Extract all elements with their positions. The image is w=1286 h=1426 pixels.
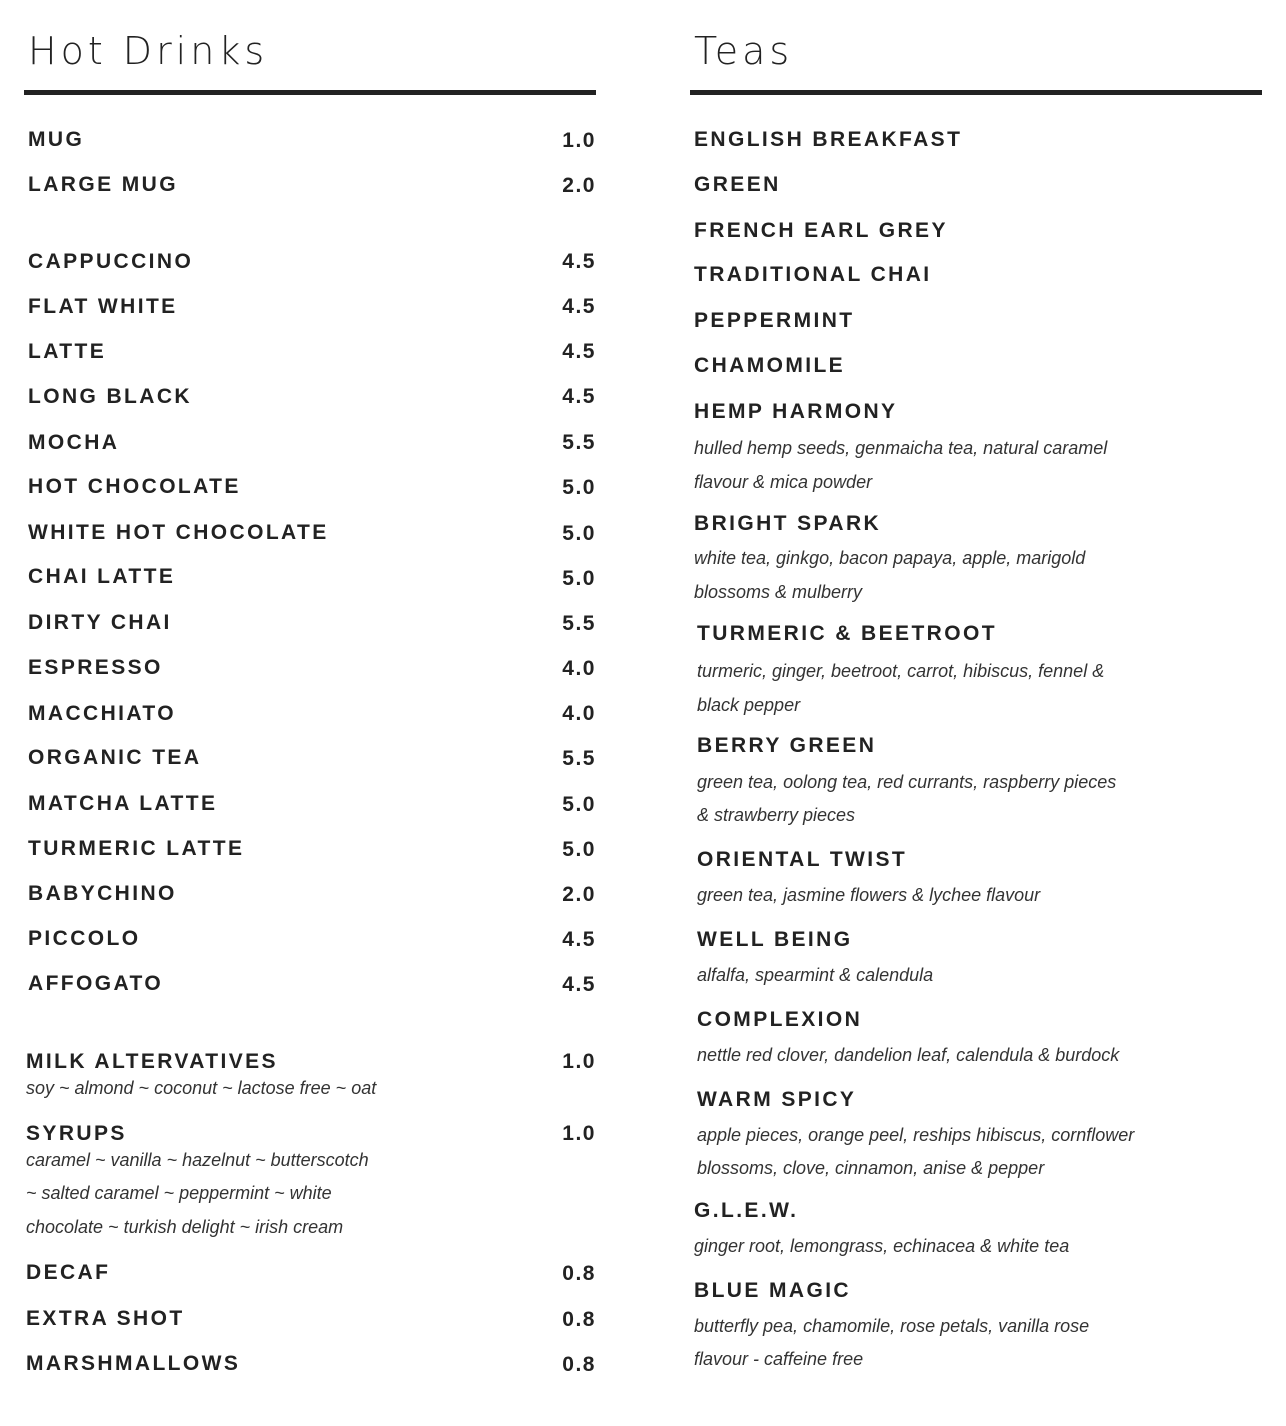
extra-item-price: 0.8 (562, 1353, 596, 1376)
menu-item-price: 5.0 (562, 567, 596, 590)
tea-item-description: black pepper (697, 695, 801, 715)
tea-item-name: BRIGHT SPARK (694, 512, 882, 535)
menu-item-name: BABYCHINO (28, 882, 177, 905)
menu-item-name: MUG (28, 128, 85, 151)
tea-item-description: nettle red clover, dandelion leaf, calendula & burdock (697, 1045, 1120, 1065)
tea-item-description: turmeric, ginger, beetroot, carrot, hibiscus, fennel & (697, 661, 1105, 681)
menu-item-name: LONG BLACK (28, 385, 192, 408)
tea-item-name: BLUE MAGIC (694, 1279, 851, 1302)
menu-item-name: CHAI LATTE (28, 565, 176, 588)
tea-item-description: alfalfa, spearmint & calendula (697, 965, 934, 985)
menu-item-name: LARGE MUG (28, 173, 178, 196)
tea-item-name: COMPLEXION (697, 1008, 863, 1031)
extra-item-description: caramel ~ vanilla ~ hazelnut ~ butterscotch (26, 1150, 369, 1170)
tea-item-name: BERRY GREEN (697, 734, 877, 757)
extra-item-price: 1.0 (562, 1050, 596, 1073)
menu-item-price: 5.0 (562, 476, 596, 499)
menu-item-name: TURMERIC LATTE (28, 837, 245, 860)
menu-item-name: PICCOLO (28, 927, 141, 950)
menu-item-name: AFFOGATO (28, 972, 164, 995)
menu-item-name: MACCHIATO (28, 702, 176, 725)
menu-item-name: LATTE (28, 340, 107, 363)
menu-item-price: 4.0 (562, 657, 596, 680)
tea-item-description: flavour & mica powder (694, 472, 873, 492)
tea-item-description: butterfly pea, chamomile, rose petals, vanilla rose (694, 1316, 1090, 1336)
extra-item-name: DECAF (26, 1261, 111, 1284)
tea-item-name: G.L.E.W. (694, 1199, 799, 1222)
tea-item-description: green tea, oolong tea, red currants, raspberry pieces (697, 772, 1117, 792)
tea-item-name: TURMERIC & BEETROOT (697, 622, 997, 645)
menu-item-name: HOT CHOCOLATE (28, 475, 241, 498)
extra-item-description: soy ~ almond ~ coconut ~ lactose free ~ oat (26, 1078, 377, 1098)
menu-item-price: 5.0 (562, 793, 596, 816)
extra-item-name: MARSHMALLOWS (26, 1352, 241, 1375)
menu-item-name: DIRTY CHAI (28, 611, 172, 634)
extra-item-price: 0.8 (562, 1308, 596, 1331)
tea-item-description: hulled hemp seeds, genmaicha tea, natural caramel (694, 438, 1108, 458)
tea-item-name: HEMP HARMONY (694, 400, 898, 423)
menu-item-price: 4.5 (562, 973, 596, 996)
hot-drinks-heading: Hot Drinks (28, 29, 269, 73)
tea-item-name: ORIENTAL TWIST (697, 848, 908, 871)
tea-item-name: FRENCH EARL GREY (694, 219, 948, 242)
menu-item-price: 5.5 (562, 431, 596, 454)
menu-item-price: 2.0 (562, 883, 596, 906)
menu-item-name: MOCHA (28, 431, 120, 454)
menu-item-price: 4.5 (562, 295, 596, 318)
tea-item-description: & strawberry pieces (697, 805, 856, 825)
tea-item-description: flavour - caffeine free (694, 1349, 864, 1369)
menu-item-name: WHITE HOT CHOCOLATE (28, 521, 329, 544)
extra-item-price: 1.0 (562, 1122, 596, 1145)
tea-item-name: PEPPERMINT (694, 309, 855, 332)
extra-item-name: EXTRA SHOT (26, 1307, 185, 1330)
menu-item-price: 5.5 (562, 612, 596, 635)
tea-item-name: WARM SPICY (697, 1088, 857, 1111)
teas-divider (690, 90, 1262, 95)
tea-item-name: CHAMOMILE (694, 354, 846, 377)
tea-item-description: apple pieces, orange peel, reships hibiscus, cornflower (697, 1125, 1135, 1145)
menu-item-name: CAPPUCCINO (28, 250, 194, 273)
menu-item-name: MATCHA LATTE (28, 792, 218, 815)
extra-item-name: SYRUPS (26, 1122, 127, 1145)
menu-item-price: 4.5 (562, 340, 596, 363)
menu-item-name: FLAT WHITE (28, 295, 178, 318)
tea-item-description: white tea, ginkgo, bacon papaya, apple, marigold (694, 548, 1086, 568)
menu-item-price: 4.5 (562, 250, 596, 273)
menu-item-price: 2.0 (562, 174, 596, 197)
tea-item-name: TRADITIONAL CHAI (694, 263, 932, 286)
menu-item-name: ESPRESSO (28, 656, 163, 679)
extra-item-description: ~ salted caramel ~ peppermint ~ white (26, 1183, 332, 1203)
tea-item-description: green tea, jasmine flowers & lychee flavour (697, 885, 1041, 905)
hot-drinks-divider (24, 90, 596, 95)
extra-item-description: chocolate ~ turkish delight ~ irish cream (26, 1217, 344, 1237)
tea-item-name: ENGLISH BREAKFAST (694, 128, 963, 151)
tea-item-name: WELL BEING (697, 928, 853, 951)
menu-item-name: ORGANIC TEA (28, 746, 202, 769)
tea-item-description: blossoms, clove, cinnamon, anise & pepper (697, 1158, 1045, 1178)
menu-item-price: 5.0 (562, 838, 596, 861)
teas-heading: Teas (694, 29, 794, 73)
tea-item-description: blossoms & mulberry (694, 582, 863, 602)
menu-item-price: 4.5 (562, 928, 596, 951)
tea-item-description: ginger root, lemongrass, echinacea & white tea (694, 1236, 1070, 1256)
menu-item-price: 1.0 (562, 129, 596, 152)
menu-item-price: 4.0 (562, 702, 596, 725)
menu-item-price: 5.5 (562, 747, 596, 770)
extra-item-price: 0.8 (562, 1262, 596, 1285)
extra-item-name: MILK ALTERVATIVES (26, 1050, 278, 1073)
menu-item-price: 4.5 (562, 385, 596, 408)
menu-item-price: 5.0 (562, 522, 596, 545)
tea-item-name: GREEN (694, 173, 781, 196)
